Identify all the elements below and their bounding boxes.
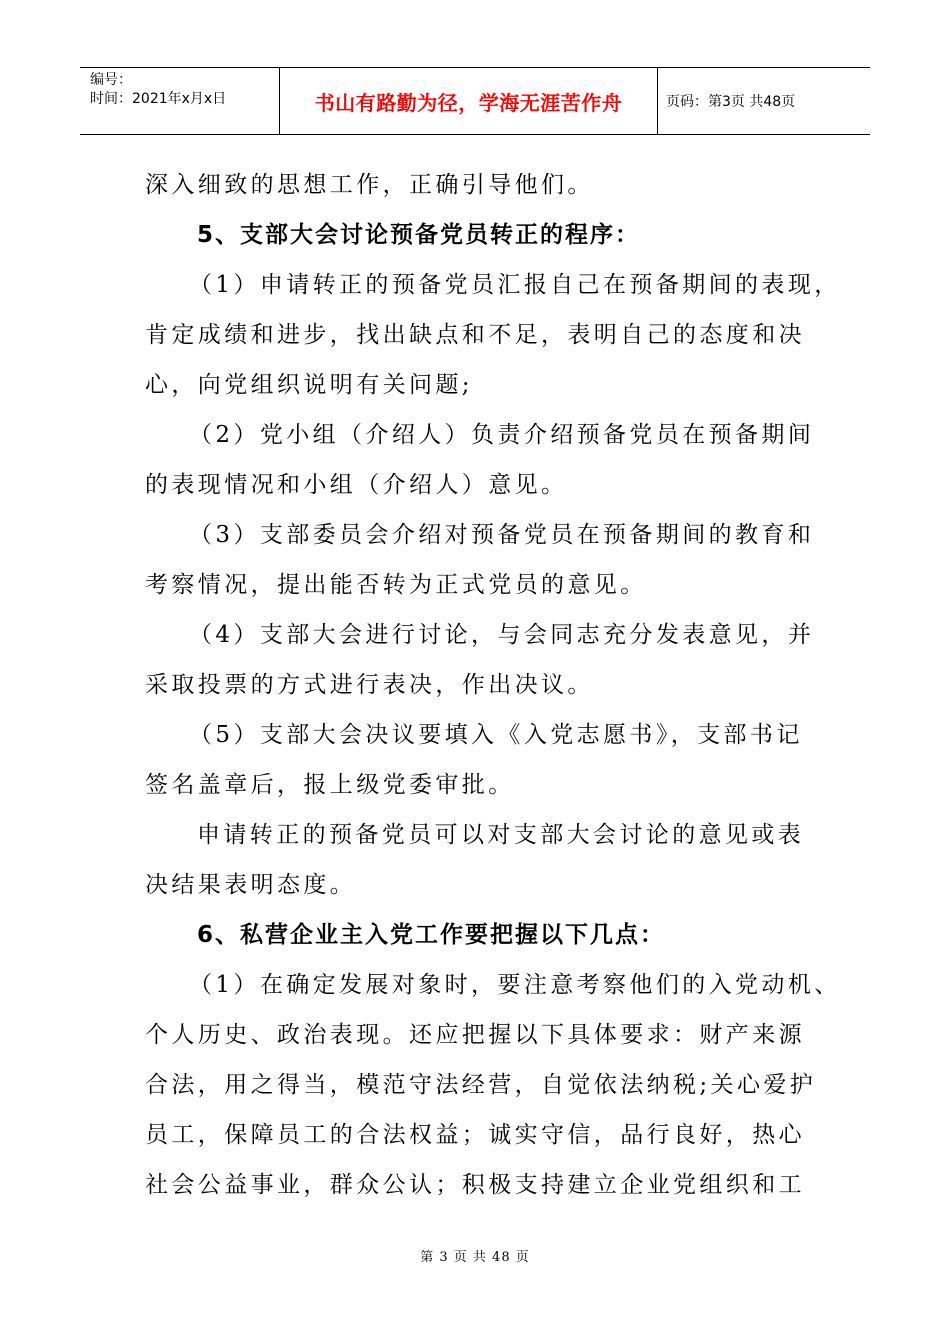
text-line: 深入细致的思想工作，正确引导他们。: [145, 172, 594, 198]
text-line: （4）支部大会进行讨论，与会同志充分发表意见，并: [189, 622, 815, 648]
text-line: （3）支部委员会介绍对预备党员在预备期间的教育和: [189, 522, 815, 548]
text-line: 决结果表明态度。: [145, 872, 357, 898]
text-line: （2）党小组（介绍人）负责介绍预备党员在预备期间: [189, 422, 815, 448]
text-line: （5）支部大会决议要填入《入党志愿书》，支部书记: [189, 722, 803, 748]
text-line: 员工，保障员工的合法权益；诚实守信，品行良好，热心: [145, 1122, 805, 1148]
header-page-number: 页码：第3页 共48页: [666, 94, 796, 110]
text-line: （1）在确定发展对象时，要注意考察他们的入党动机、: [189, 972, 841, 998]
header-meta: [80, 68, 280, 134]
text-line: 签名盖章后，报上级党委审批。: [145, 772, 515, 798]
text-line: 的表现情况和小组（介绍人）意见。: [145, 472, 568, 498]
document-body: [145, 160, 841, 1210]
page-footer: 第 3 页 共 48 页: [420, 1250, 530, 1265]
text-line: 考察情况，提出能否转为正式党员的意见。: [145, 572, 647, 598]
text-line: 申请转正的预备党员可以对支部大会讨论的意见或表: [197, 822, 805, 848]
text-line: 心，向党组织说明有关问题;: [145, 372, 473, 398]
page-header: [80, 67, 870, 135]
text-line: 个人历史、政治表现。还应把握以下具体要求：财产来源: [145, 1022, 805, 1048]
section-heading: 6、私营企业主入党工作要把握以下几点：: [197, 922, 666, 948]
text-line: （1）申请转正的预备党员汇报自己在预备期间的表现，: [189, 272, 841, 298]
text-line: 合法，用之得当，模范守法经营，自觉依法纳税;关心爱护: [145, 1072, 817, 1098]
text-line: 采取投票的方式进行表决，作出决议。: [145, 672, 594, 698]
text-line: 社会公益事业，群众公认；积极支持建立企业党组织和工: [145, 1172, 805, 1198]
text-line: 肯定成绩和进步，找出缺点和不足，表明自己的态度和决: [145, 322, 805, 348]
doc-time-label: 时间：2021年x月x日: [90, 91, 227, 107]
header-motto: 书山有路勤为径，学海无涯苦作舟: [280, 68, 658, 134]
doc-code-label: 编号：: [90, 72, 132, 88]
section-heading: 5、支部大会讨论预备党员转正的程序：: [197, 222, 641, 248]
